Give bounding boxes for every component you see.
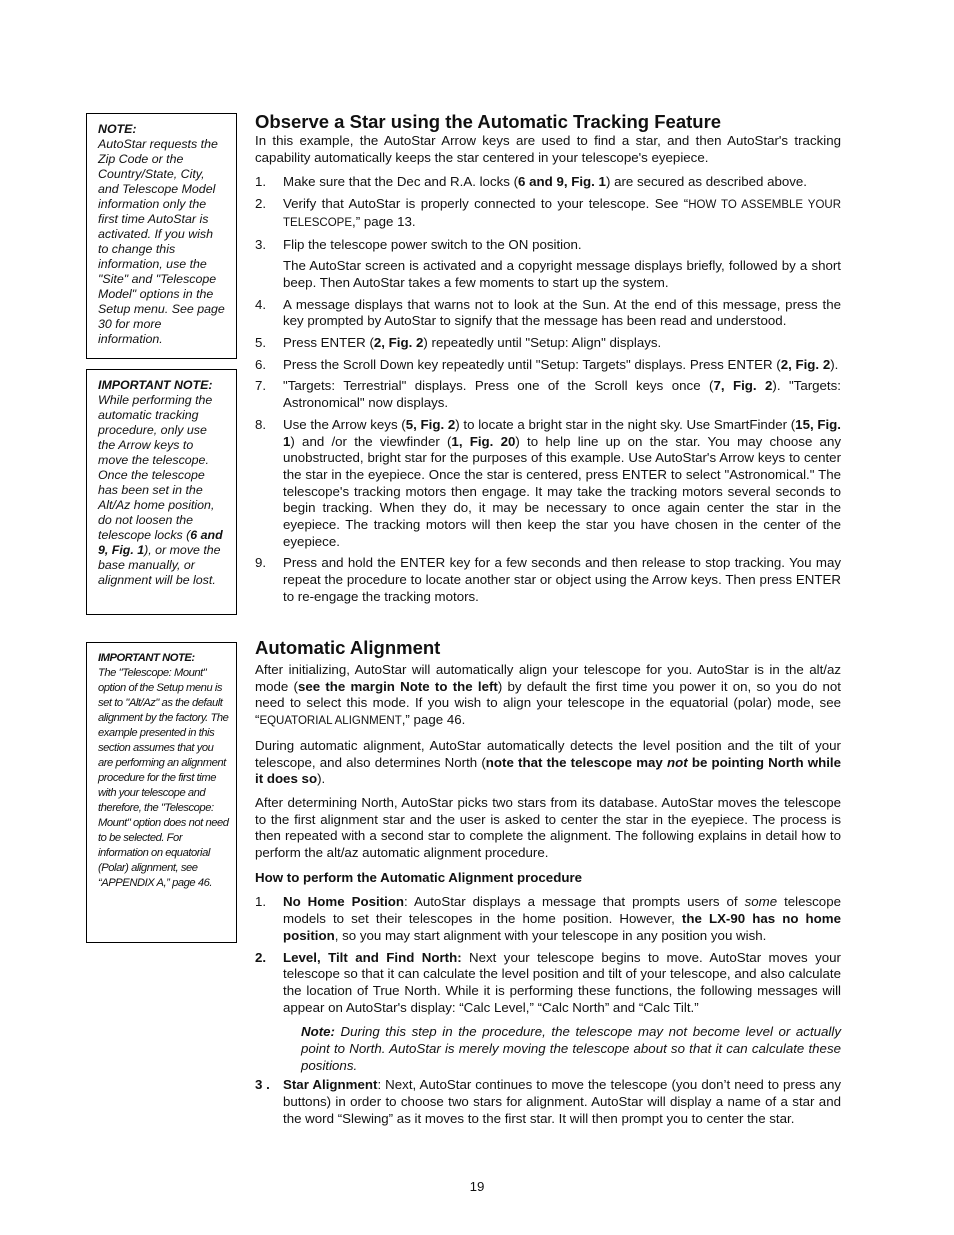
list-item: 9. Press and hold the ENTER key for a few seconds and then release to stop tracking. You may repeat the procedure to locate another star or object using the Arrow keys. Then press ENTER to re-engage the tracking motors. [255, 555, 841, 604]
note-title: IMPORTANT NOTE: [98, 652, 195, 664]
tracking-steps [255, 174, 841, 605]
section-heading: Automatic Alignment [255, 637, 441, 658]
margin-note-telescope-mount [86, 642, 237, 943]
list-item: 4. A message displays that warns not to look at the Sun. At the end of this message, press the key prompted by AutoStar to signify that the message has been read and understood. [255, 296, 841, 329]
list-item: 5. Press ENTER (2, Fig. 2) repeatedly until "Setup: Align" displays. [255, 335, 662, 351]
step-note: Note: During this step in the procedure, the telescope may not become level or actually point to North. AutoStar is merely moving the telescope about so that it can calculate these positions. [301, 1024, 841, 1073]
section-heading: Observe a Star using the Automatic Tracking Feature [255, 111, 722, 132]
list-item: 8. Use the Arrow keys (5, Fig. 2) to locate a bright star in the night sky. Use SmartFinder (15, Fig. 1) and /or the viewfinder (1, Fig. 20) to help line up on the star. You may choose any unobstructed, bright star for the purposes of this example. Use AutoStar's Arrow keys to center the star in the eyepiece. Once the star is centered, press ENTER to select "Astronomical." The telescope's tracking motors then engage. It may take the tracking motors several seconds to begin tracking. When they do, it may be necessary to once again center the star in the eyepiece. The tracking motors will then keep the star you have chosen in the center of the eyepiece. [255, 416, 841, 549]
paragraph: After determining North, AutoStar picks two stars from its database. AutoStar moves the telescope to the first alignment star and the user is asked to center the star in the eyepiece. The process is then repeated with a second star to complete the alignment. The following explains in detail how to perform the alt/az automatic alignment procedure. [255, 794, 841, 861]
list-item: 2. Verify that AutoStar is properly connected to your telescope. See “HOW TO ASSEMBLE YOUR TELESCOPE,” page 13. [255, 196, 842, 229]
margin-note-arrow-keys [86, 369, 237, 615]
note-text: The "Telescope: Mount" option of the Setup menu is set to "Alt/Az" as the default alignment by the factory. The example presented in this section assumes that you are performing an alignment procedure for the first time with your telescope and therefore, the "Telescope: Mount" option does not need to be selected. For information on equatorial (Polar) alignment, see “APPENDIX A,” page 46. [98, 667, 229, 889]
list-item: 2. Level, Tilt and Find North: Next your telescope begins to move. AutoStar moves your telescope so that it can calculate the level position and tilt of your telescope, and also calculate the location of True North. While it is performing these functions, the following messages will appear on AutoStar's display: “Calc Level,” “Calc North” and “Calc Tilt.” [255, 949, 841, 1015]
intro-paragraph: In this example, the AutoStar Arrow keys are used to find a star, and then AutoStar's tracking capability automatically keeps the star centered in your telescope's eyepiece. [255, 133, 841, 165]
paragraph: After initializing, AutoStar will automatically align your telescope for you. AutoStar is in the alt/az mode (see the margin Note to the left) by default the first time you power it on, so you do not need to select this mode. If you wish to align your telescope in the equatorial (polar) mode, see “EQUATORIAL ALIGNMENT,” page 46. [255, 662, 841, 728]
list-item: 6. Press the Scroll Down key repeatedly until "Setup: Targets" displays. Press ENTER (2, Fig. 2). [255, 356, 839, 372]
note-title: IMPORTANT NOTE: [98, 378, 213, 392]
list-item: 1. Make sure that the Dec and R.A. locks (6 and 9, Fig. 1) are secured as described above. [255, 174, 807, 190]
note-title: NOTE: [98, 122, 137, 136]
margin-note-zip-code [86, 113, 237, 359]
note-text: AutoStar requests the Zip Code or the Country/State, City, and Telescope Model information only the first time AutoStar is activated. If you wish to change this information, use the "Site" and "Telescope Model" options in the Setup menu. See page 30 for more information. [98, 137, 225, 346]
procedure-subheading: How to perform the Automatic Alignment procedure [255, 869, 583, 885]
list-item: 3. Flip the telescope power switch to the ON position. The AutoStar screen is activated and a copyright message displays briefly, followed by a short beep. Then AutoStar takes a few moments to start up the system. [255, 236, 841, 290]
list-item: 1. No Home Position: AutoStar displays a message that prompts users of some telescope models to set their telescopes in the home position. However, the LX-90 has no home position, so you may start alignment with your telescope in any position you wish. [255, 894, 841, 943]
alignment-steps [255, 894, 841, 1127]
list-item: 3 . Star Alignment: Next, AutoStar continues to move the telescope (you don’t need to press any buttons) in order to choose two stars for alignment. AutoStar will display a name of a star and the word “Slewing” as it moves to the first star. It will then prompt you to center the star. [255, 1077, 842, 1126]
page-number: 19 [469, 1179, 485, 1194]
paragraph: During automatic alignment, AutoStar automatically detects the level position and the tilt of your telescope, and also determines North (note that the telescope may not be pointing North while it does so). [255, 737, 841, 787]
note-text: While performing the automatic tracking procedure, only use the Arrow keys to move the telescope. Once the telescope has been set in the Alt/Az home position, do not loosen the telescope locks (6 and 9, Fig. 1), or move the base manually, or alignment will be lost. [98, 393, 223, 587]
section-automatic-alignment [255, 637, 841, 1128]
list-item: 7. "Targets: Terrestrial" displays. Press one of the Scroll keys once (7, Fig. 2). "Targets: Astronomical" now displays. [255, 378, 841, 411]
section-automatic-tracking [255, 111, 841, 606]
